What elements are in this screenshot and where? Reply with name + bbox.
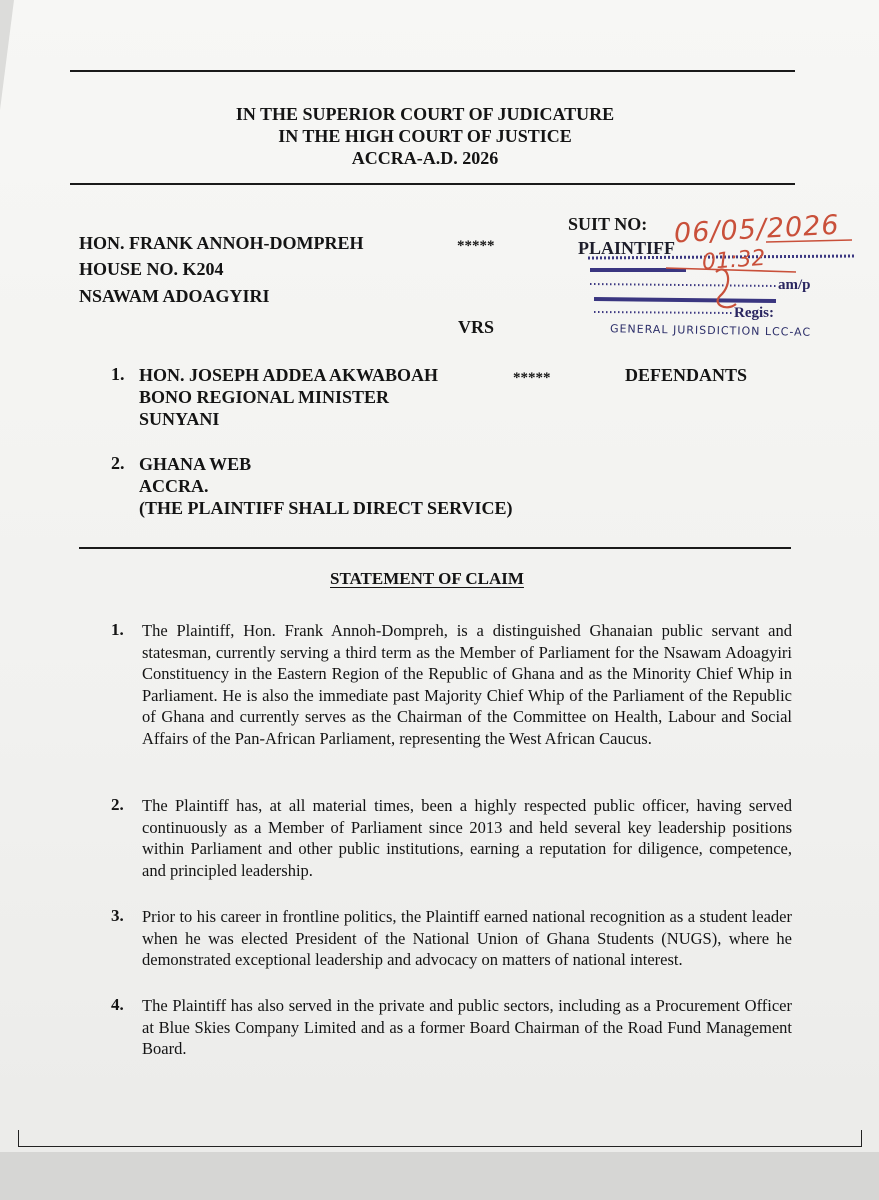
- statement-title: STATEMENT OF CLAIM: [330, 569, 524, 588]
- plaintiff-separator: *****: [457, 238, 495, 254]
- paragraph-3-text: Prior to his career in frontline politics, the Plaintiff earned national recognition as a student leader when he was elected President of the National Union of Ghana Students (NUGS), where he demonstrated exceptional leadership and advocacy on matters of national interest.: [142, 907, 792, 969]
- paragraph-1-text: The Plaintiff, Hon. Frank Annoh-Dompreh, is a distinguished Ghanaian public servant and statesman, currently serving a third term as the Member of Parliament for the Nsawam Adoagyiri Constituency in the Eastern Region of the Republic of Ghana and as the Minority Chief Whip in Parliament. He is also the immediate past Majority Chief Whip of the Parliament of the Republic of Ghana and currently serves as the Chairman of the Committee on Health, Labour and Social Affairs of the Pan-African Parliament, representing the West African Caucus.: [142, 621, 792, 748]
- handwritten-filing-time: 01:32: [701, 245, 767, 276]
- plaintiff-address-line2: NSAWAM ADOAGYIRI: [79, 286, 270, 306]
- defendant-1-line1: HON. JOSEPH ADDEA AKWABOAH: [139, 365, 439, 385]
- header-rule: [70, 183, 795, 185]
- defendant-2-number: 2.: [111, 453, 125, 473]
- court-header-line2: IN THE HIGH COURT OF JUSTICE: [278, 126, 572, 146]
- paragraph-1-number: 1.: [111, 620, 124, 639]
- top-rule: [70, 70, 795, 72]
- plaintiff-name: HON. FRANK ANNOH-DOMPREH: [79, 233, 364, 253]
- plaintiff-role-label: PLAINTIFF: [578, 238, 676, 258]
- defendant-1-line2: BONO REGIONAL MINISTER: [139, 387, 390, 407]
- defendants-role-label: DEFENDANTS: [625, 365, 748, 385]
- defendant-1-block: [139, 364, 438, 430]
- defendant-2-line2: ACCRA.: [139, 476, 209, 496]
- court-header: [170, 103, 680, 169]
- defendant-1-number: 1.: [111, 364, 125, 384]
- defendants-separator: *****: [513, 370, 551, 386]
- defendant-2-block: [139, 453, 512, 519]
- paragraph-2-number: 2.: [111, 795, 124, 814]
- defendant-2-line1: GHANA WEB: [139, 454, 252, 474]
- page-frame-bottom: [18, 1130, 862, 1147]
- versus-label: VRS: [458, 317, 495, 337]
- court-header-line1: IN THE SUPERIOR COURT OF JUDICATURE: [235, 104, 615, 124]
- plaintiff-address-line1: HOUSE NO. K204: [79, 259, 224, 279]
- page-bottom-shadow: [0, 1152, 879, 1200]
- parties-rule: [79, 547, 791, 549]
- court-header-line3: ACCRA-A.D. 2026: [351, 148, 499, 168]
- stamp-jurisdiction: GENERAL JURISDICTION LCC-AC: [609, 322, 812, 339]
- handwritten-filing-date: 06/05/2026: [673, 209, 841, 250]
- paragraph-4-text: The Plaintiff has also served in the private and public sectors, including as a Procurement Officer at Blue Skies Company Limited and as a former Board Chairman of the Road Fund Management Board.: [142, 996, 792, 1058]
- paragraph-4-number: 4.: [111, 995, 124, 1014]
- stamp-regis-label: Regis:: [734, 305, 774, 321]
- paragraph-3-number: 3.: [111, 906, 124, 925]
- suit-number-label: SUIT NO:: [568, 214, 648, 234]
- paper-fold-edge: [0, 0, 14, 110]
- paragraph-2-text: The Plaintiff has, at all material times, been a highly respected public officer, having served continuously as a Member of Parliament since 2013 and held several key leadership positions within Parliament and other public institutions, earning a reputation for diligence, competence, and principled leadership.: [142, 796, 792, 880]
- defendant-2-line3: (THE PLAINTIFF SHALL DIRECT SERVICE): [139, 498, 513, 518]
- filing-stamp: [566, 209, 866, 352]
- defendant-1-line3: SUNYANI: [139, 409, 220, 429]
- stamp-ampm-label: am/p: [778, 277, 811, 293]
